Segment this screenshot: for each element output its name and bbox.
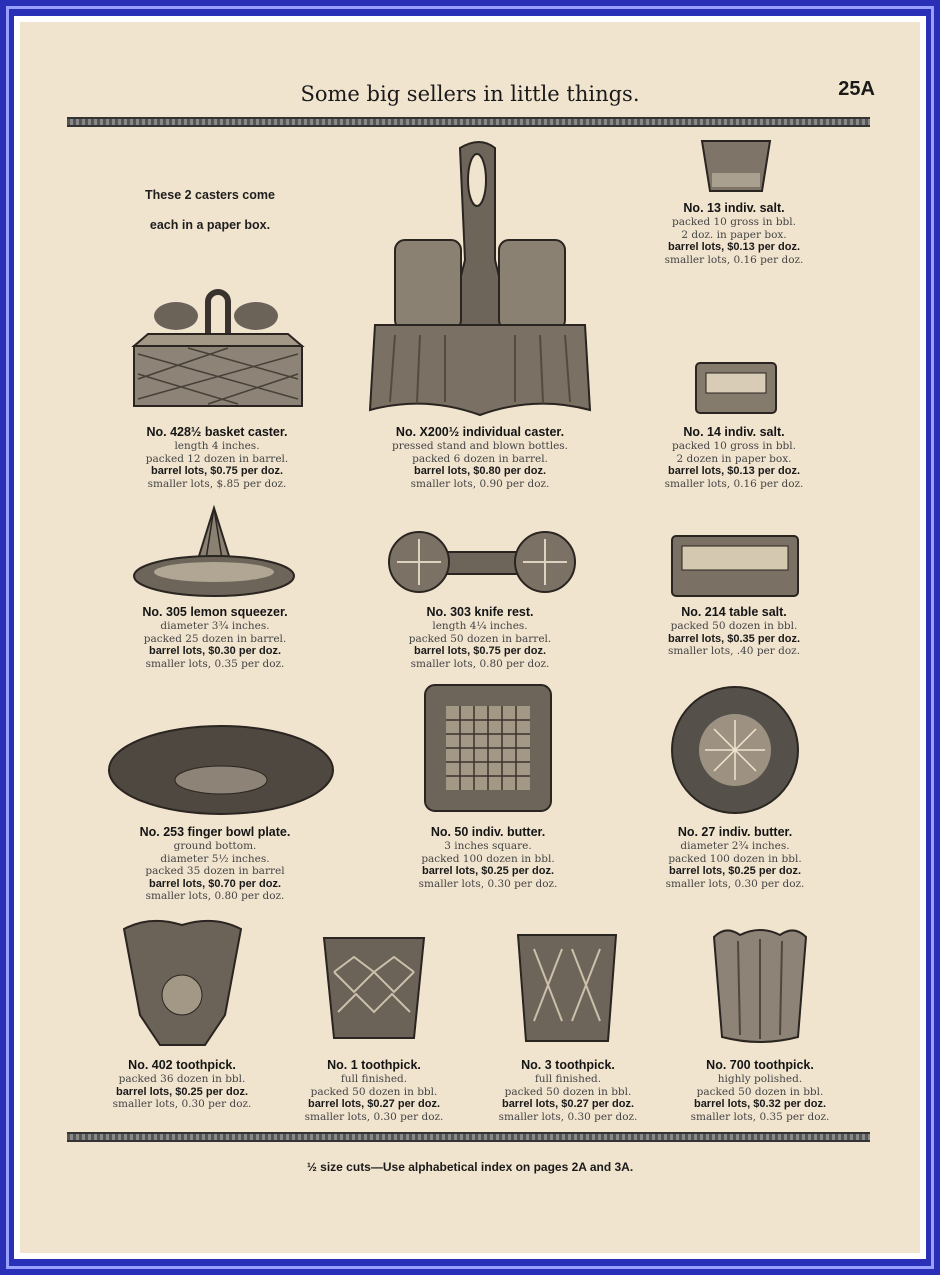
item-name: No. 14 indiv. salt. xyxy=(683,425,785,439)
toothpick-1-illustration xyxy=(320,932,428,1044)
item-name: No. 253 finger bowl plate. xyxy=(139,825,291,839)
basket-caster-illustration xyxy=(128,284,308,419)
item-indiv-butter-27 xyxy=(640,825,830,890)
item-name: No. 428½ basket caster. xyxy=(146,425,288,439)
item-barrel-price: barrel lots, $0.25 per doz. xyxy=(115,1085,249,1098)
item-name: No. 13 indiv. salt. xyxy=(683,201,785,215)
item-barrel-price: barrel lots, $0.25 per doz. xyxy=(668,865,802,877)
item-smaller-price: smaller lots, 0.80 per doz. xyxy=(410,657,550,670)
item-toothpick-1 xyxy=(284,1058,464,1123)
item-detail: 3 inches square. xyxy=(444,840,532,852)
item-name: No. 3 toothpick. xyxy=(521,1058,615,1072)
item-detail: full finished. xyxy=(534,1073,602,1085)
bottom-rule xyxy=(67,1132,870,1142)
item-toothpick-700 xyxy=(670,1058,850,1123)
item-indiv-salt-14 xyxy=(644,425,824,490)
item-name: No. 27 indiv. butter. xyxy=(677,825,793,839)
item-indiv-butter-50 xyxy=(388,825,588,890)
footer-note: ½ size cuts—Use alphabetical index on pages 2A and 3A. xyxy=(306,1160,634,1174)
item-name: No. 50 indiv. butter. xyxy=(430,825,546,839)
table-salt-illustration xyxy=(668,530,802,602)
item-detail: 2 doz. in paper box. xyxy=(681,228,787,241)
indiv-salt-14-illustration xyxy=(692,359,780,417)
item-detail: packed 100 dozen in bbl. xyxy=(668,852,802,865)
item-toothpick-402 xyxy=(92,1058,272,1111)
top-rule xyxy=(67,117,870,127)
item-smaller-price: smaller lots, 0.90 per doz. xyxy=(410,477,550,490)
indiv-butter-27-illustration xyxy=(670,685,800,815)
indiv-butter-50-illustration xyxy=(422,682,554,814)
item-barrel-price: barrel lots, $0.75 per doz. xyxy=(413,645,547,657)
item-name: No. 303 knife rest. xyxy=(426,605,534,619)
item-name: No. 700 toothpick. xyxy=(706,1058,814,1072)
item-name: No. 214 table salt. xyxy=(681,605,787,619)
item-name: No. 1 toothpick. xyxy=(327,1058,421,1072)
item-lemon-squeezer xyxy=(110,605,320,670)
toothpick-700-illustration xyxy=(710,925,810,1047)
item-name: No. 402 toothpick. xyxy=(128,1058,236,1072)
item-barrel-price: barrel lots, $0.25 per doz. xyxy=(421,865,555,877)
item-smaller-price: smaller lots, 0.30 per doz. xyxy=(304,1110,444,1123)
item-barrel-price: barrel lots, $0.30 per doz. xyxy=(148,645,282,657)
item-individual-caster xyxy=(365,425,595,490)
item-name: No. X200½ individual caster. xyxy=(395,425,565,439)
item-barrel-price: barrel lots, $0.70 per doz. xyxy=(148,877,282,890)
item-finger-bowl-plate xyxy=(110,825,320,903)
item-barrel-price: barrel lots, $0.13 per doz. xyxy=(667,241,801,253)
item-smaller-price: smaller lots, 0.30 per doz. xyxy=(498,1110,638,1123)
item-toothpick-3 xyxy=(478,1058,658,1123)
item-name: No. 305 lemon squeezer. xyxy=(142,605,288,619)
item-barrel-price: barrel lots, $0.75 per doz. xyxy=(150,465,284,477)
item-detail: packed 36 dozen in bbl. xyxy=(118,1073,246,1085)
item-detail: packed 100 dozen in bbl. xyxy=(421,852,555,865)
item-barrel-price: barrel lots, $0.32 per doz. xyxy=(693,1098,827,1110)
item-detail: packed 50 dozen in bbl. xyxy=(504,1085,632,1098)
toothpick-402-illustration xyxy=(120,915,245,1050)
item-smaller-price: smaller lots, 0.35 per doz. xyxy=(145,657,285,670)
page-title: Some big sellers in little things. xyxy=(300,82,640,106)
item-barrel-price: barrel lots, $0.27 per doz. xyxy=(501,1098,635,1110)
item-detail: packed 6 dozen in barrel. xyxy=(412,452,548,465)
item-table-salt xyxy=(644,605,824,658)
item-detail: packed 10 gross in bbl. xyxy=(672,216,796,228)
item-detail: diameter 2¾ inches. xyxy=(680,840,790,852)
indiv-salt-13-illustration xyxy=(696,137,776,195)
item-detail: highly polished. xyxy=(717,1073,803,1085)
item-detail: packed 10 gross in bbl. xyxy=(672,440,796,452)
page-number: 25A xyxy=(838,78,875,100)
item-detail: length 4¼ inches. xyxy=(432,620,528,632)
item-detail: packed 50 dozen in bbl. xyxy=(670,620,798,632)
item-detail: ground bottom. xyxy=(173,840,257,852)
item-smaller-price: smaller lots, .40 per doz. xyxy=(667,645,801,657)
item-smaller-price: smaller lots, $.85 per doz. xyxy=(147,477,287,490)
item-smaller-price: smaller lots, 0.16 per doz. xyxy=(664,253,804,266)
item-smaller-price: smaller lots, 0.35 per doz. xyxy=(690,1110,830,1123)
item-detail: pressed stand and blown bottles. xyxy=(391,440,569,452)
item-detail: diameter 3¾ inches. xyxy=(160,620,270,632)
toothpick-3-illustration xyxy=(512,929,622,1047)
finger-bowl-plate-illustration xyxy=(106,722,336,818)
item-barrel-price: barrel lots, $0.13 per doz. xyxy=(667,465,801,477)
knife-rest-illustration xyxy=(387,527,577,597)
item-detail: packed 50 dozen in bbl. xyxy=(310,1085,438,1098)
item-indiv-salt-13 xyxy=(644,201,824,266)
item-basket-caster xyxy=(107,425,327,490)
item-detail: packed 50 dozen in barrel. xyxy=(408,632,552,645)
item-detail: packed 25 dozen in barrel. xyxy=(143,632,287,645)
item-smaller-price: smaller lots, 0.80 per doz. xyxy=(145,890,285,902)
item-smaller-price: smaller lots, 0.16 per doz. xyxy=(664,477,804,490)
casters-note-line1: These 2 casters come xyxy=(145,188,275,202)
item-knife-rest xyxy=(380,605,580,670)
item-smaller-price: smaller lots, 0.30 per doz. xyxy=(665,877,805,890)
item-barrel-price: barrel lots, $0.35 per doz. xyxy=(667,632,801,645)
item-detail: full finished. xyxy=(340,1073,408,1085)
item-smaller-price: smaller lots, 0.30 per doz. xyxy=(112,1098,252,1110)
item-detail: packed 35 dozen in barrel xyxy=(145,865,285,877)
item-smaller-price: smaller lots, 0.30 per doz. xyxy=(418,877,558,890)
item-detail: 2 dozen in paper box. xyxy=(676,452,792,465)
casters-note-line2: each in a paper box. xyxy=(149,218,271,232)
item-barrel-price: barrel lots, $0.27 per doz. xyxy=(307,1098,441,1110)
item-detail: packed 50 dozen in bbl. xyxy=(696,1085,824,1098)
item-detail: diameter 5½ inches. xyxy=(160,852,270,865)
item-barrel-price: barrel lots, $0.80 per doz. xyxy=(413,465,547,477)
individual-caster-illustration xyxy=(365,140,595,420)
lemon-squeezer-illustration xyxy=(132,502,297,602)
item-detail: packed 12 dozen in barrel. xyxy=(145,452,289,465)
catalog-page xyxy=(20,22,920,1253)
casters-note xyxy=(110,180,310,240)
item-detail: length 4 inches. xyxy=(174,440,260,452)
